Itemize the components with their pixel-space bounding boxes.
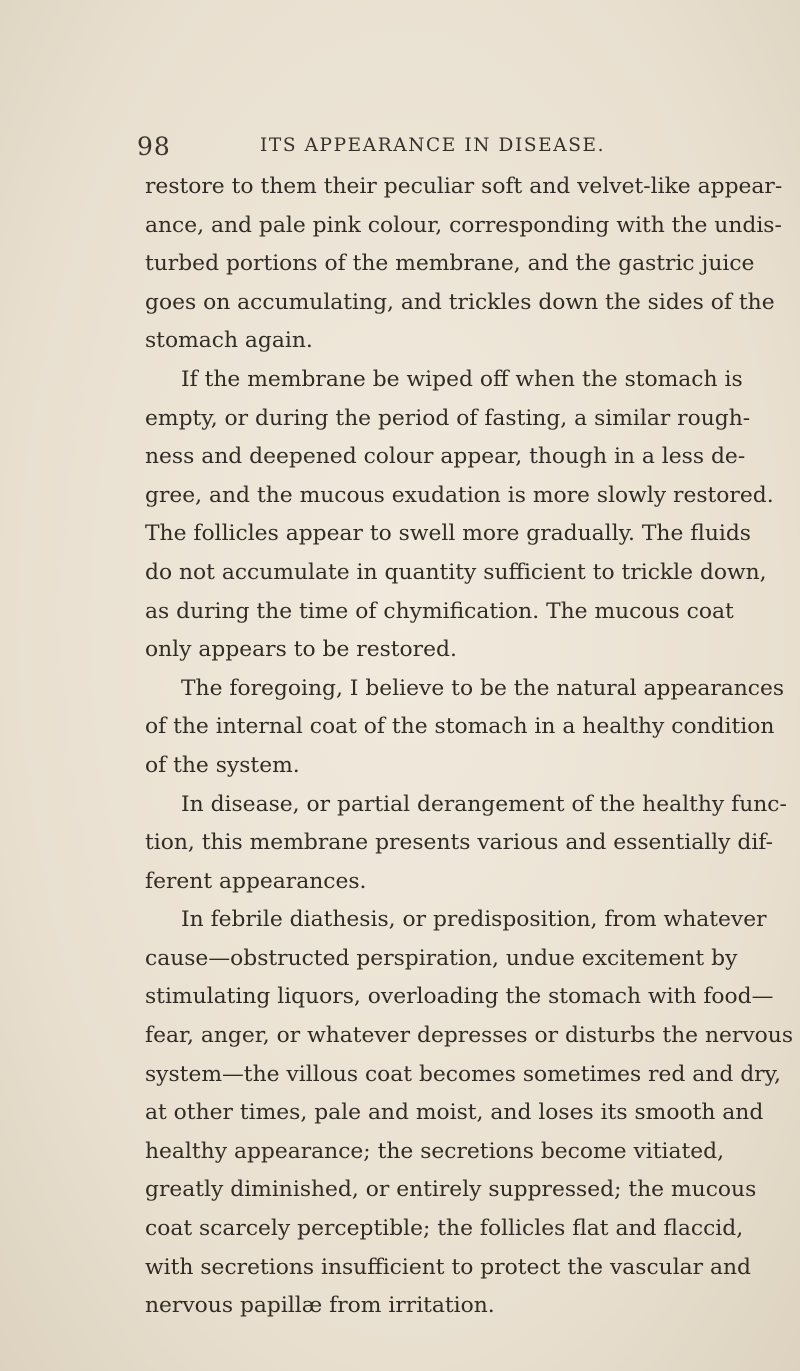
text-line: The foregoing, I believe to be the natural appearances xyxy=(181,675,785,701)
running-head xyxy=(137,132,737,166)
text-line: stomach again. xyxy=(145,328,313,354)
text-line: at other times, pale and moist, and loses its smooth and xyxy=(145,1100,764,1126)
text-line: only appears to be restored. xyxy=(145,637,457,663)
text-line: In febrile diathesis, or predisposition, from whatever xyxy=(181,907,767,933)
text-line: nervous papillæ from irritation. xyxy=(145,1293,495,1319)
text-line: system—the villous coat becomes sometimes red and dry, xyxy=(145,1061,781,1087)
text-line: gree, and the mucous exudation is more slowly restored. xyxy=(145,482,774,508)
text-line: stimulating liquors, overloading the stomach with food— xyxy=(145,984,774,1010)
body-text xyxy=(145,168,794,1326)
text-line: empty, or during the period of fasting, a similar rough- xyxy=(145,405,751,431)
page-number: 98 xyxy=(137,132,171,161)
text-line: ferent appearances. xyxy=(145,868,367,894)
text-line: with secretions insufficient to protect the vascular and xyxy=(145,1254,751,1280)
running-title: ITS APPEARANCE IN DISEASE. xyxy=(260,135,606,156)
text-line: healthy appearance; the secretions become vitiated, xyxy=(145,1138,725,1164)
text-line: restore to them their peculiar soft and velvet-like appear- xyxy=(145,174,783,199)
text-line: of the internal coat of the stomach in a healthy condition xyxy=(145,714,775,740)
text-line: tion, this membrane presents various and essentially dif- xyxy=(145,830,773,856)
text-line: greatly diminished, or entirely suppressed; the mucous xyxy=(145,1177,757,1203)
text-line: If the membrane be wiped off when the stomach is xyxy=(181,366,743,392)
text-line: do not accumulate in quantity sufficient to trickle down, xyxy=(145,559,767,585)
text-line: ness and deepened colour appear, though in a less de- xyxy=(145,444,746,470)
text-line: In disease, or partial derangement of the healthy func- xyxy=(181,791,787,817)
text-line: of the system. xyxy=(145,752,300,778)
text-line: The follicles appear to swell more gradually. The fluids xyxy=(145,521,751,547)
text-line: coat scarcely perceptible; the follicles flat and flaccid, xyxy=(145,1216,744,1242)
text-line: as during the time of chymification. The mucous coat xyxy=(145,598,734,624)
text-line: goes on accumulating, and trickles down the sides of the xyxy=(145,289,775,315)
text-line: cause—obstructed perspiration, undue excitement by xyxy=(145,945,738,971)
text-line: turbed portions of the membrane, and the gastric juice xyxy=(145,251,755,277)
text-line: ance, and pale pink colour, corresponding with the undis- xyxy=(145,212,782,238)
text-line: fear, anger, or whatever depresses or disturbs the nervous xyxy=(145,1023,794,1049)
